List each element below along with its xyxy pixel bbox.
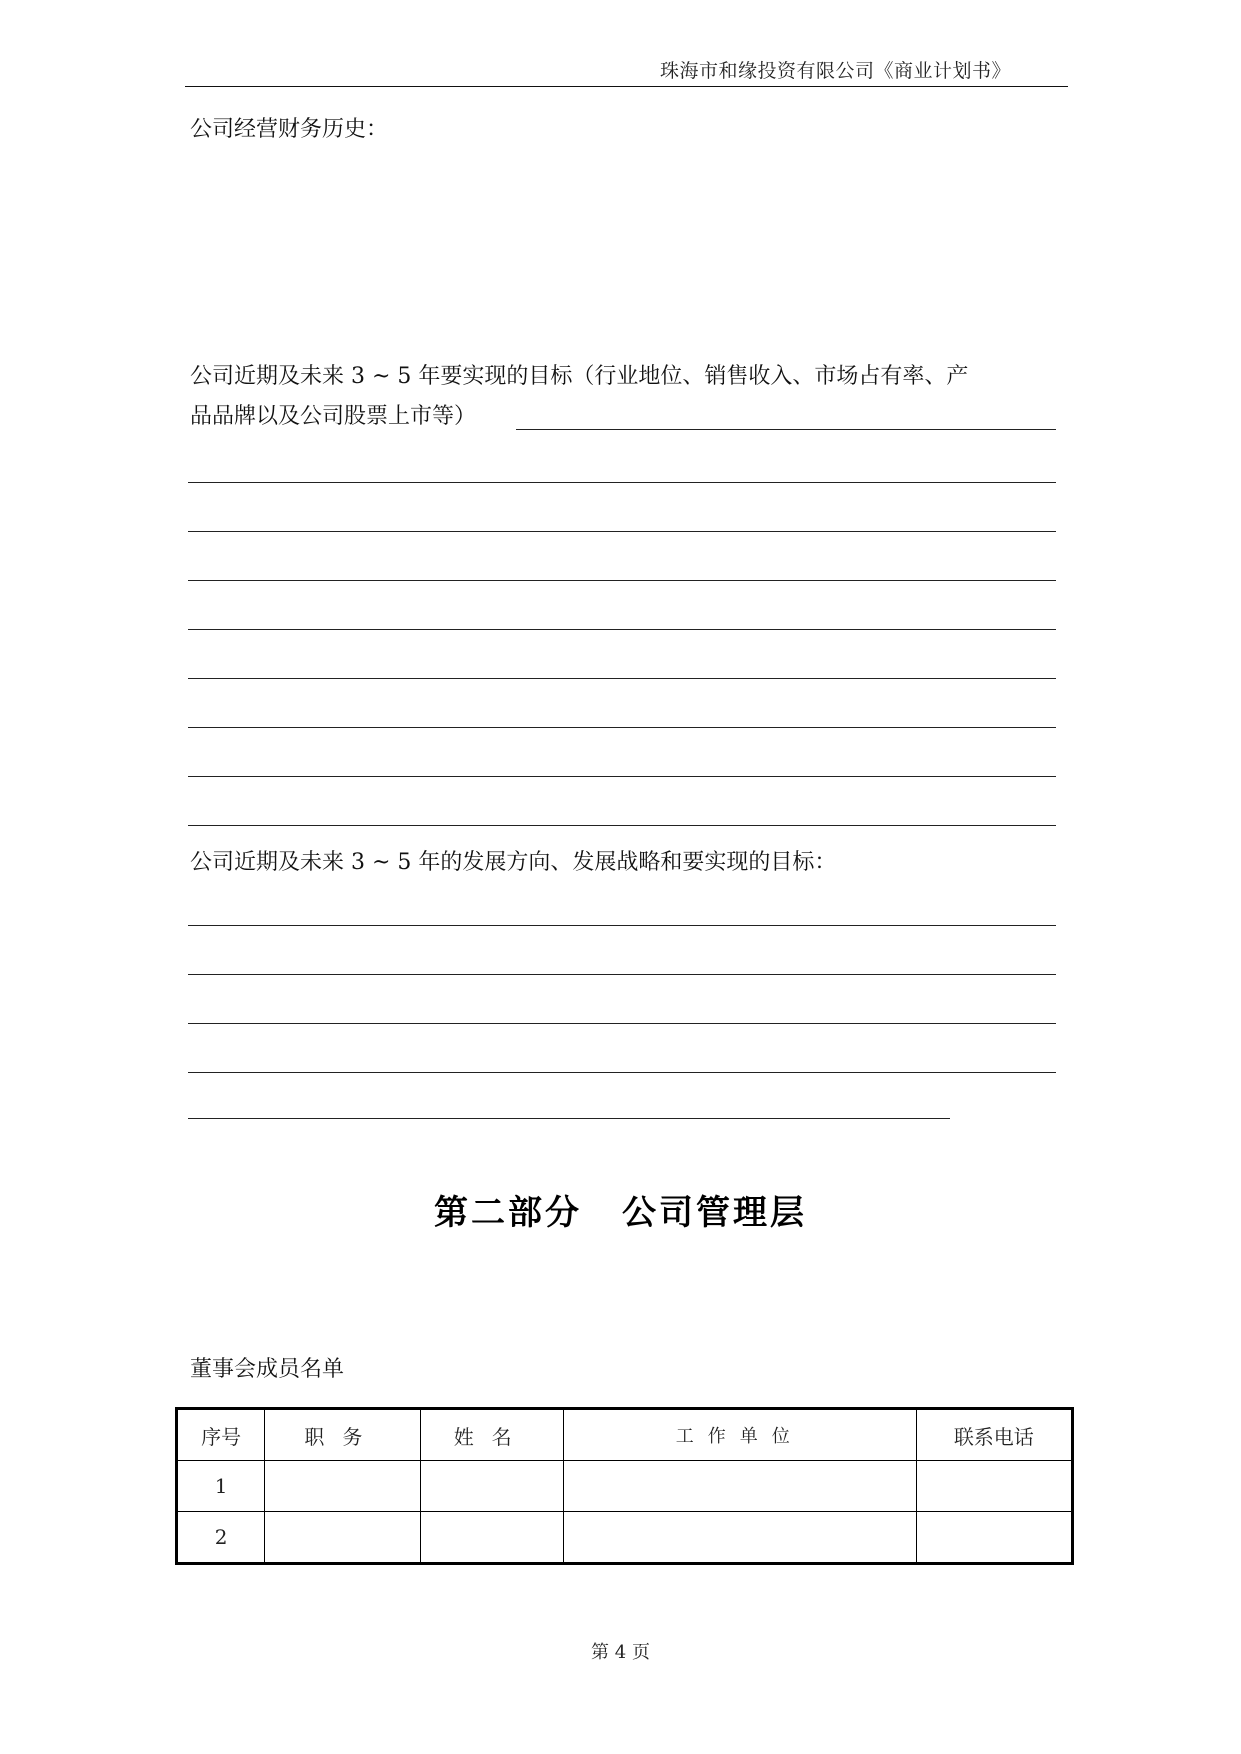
cell-phone[interactable]: [916, 1461, 1072, 1512]
column-header-position: 职务: [265, 1409, 420, 1461]
column-header-number: 序号: [177, 1409, 265, 1461]
cell-phone[interactable]: [916, 1512, 1072, 1564]
column-header-employer: 工作单位: [563, 1409, 916, 1461]
page-header-title: 珠海市和缘投资有限公司《商业计划书》: [660, 60, 1012, 82]
goals-answer-line[interactable]: [188, 776, 1056, 777]
strategy-answer-line[interactable]: [188, 1023, 1056, 1024]
goals-answer-line[interactable]: [188, 825, 1056, 826]
cell-employer[interactable]: [563, 1512, 916, 1564]
section-part-label: 第二部分: [434, 1193, 582, 1233]
strategy-answer-line[interactable]: [188, 1118, 950, 1119]
section-heading: [0, 1185, 1241, 1234]
header-divider: [185, 86, 1068, 87]
goals-answer-line[interactable]: [188, 629, 1056, 630]
board-members-table: [175, 1407, 1074, 1565]
goals-question-line2: 品品牌以及公司股票上市等）: [190, 404, 477, 429]
cell-number: 2: [177, 1512, 265, 1564]
goals-answer-line[interactable]: [188, 678, 1056, 679]
cell-number: 1: [177, 1461, 265, 1512]
table-row: [177, 1461, 1073, 1512]
column-header-name: 姓名: [420, 1409, 563, 1461]
page-number: 第 4 页: [591, 1642, 650, 1663]
table-header-row: [177, 1409, 1073, 1461]
strategy-answer-line[interactable]: [188, 974, 1056, 975]
strategy-question: 公司近期及未来 3 ~ 5 年的发展方向、发展战略和要实现的目标：: [190, 850, 837, 875]
section-title-label: 公司管理层: [622, 1193, 807, 1233]
table-row: [177, 1512, 1073, 1564]
column-header-phone: 联系电话: [916, 1409, 1072, 1461]
cell-position[interactable]: [265, 1461, 420, 1512]
cell-position[interactable]: [265, 1512, 420, 1564]
board-table-caption: 董事会成员名单: [190, 1357, 345, 1382]
goals-answer-line[interactable]: [188, 482, 1056, 483]
cell-name[interactable]: [420, 1512, 563, 1564]
history-label: 公司经营财务历史：: [190, 117, 389, 142]
cell-name[interactable]: [420, 1461, 563, 1512]
strategy-answer-line[interactable]: [188, 925, 1056, 926]
goals-answer-line[interactable]: [188, 727, 1056, 728]
goals-answer-line-inline[interactable]: [516, 429, 1056, 430]
goals-answer-line[interactable]: [188, 531, 1056, 532]
goals-answer-line[interactable]: [188, 580, 1056, 581]
goals-question-line1: 公司近期及未来 3 ~ 5 年要实现的目标（行业地位、销售收入、市场占有率、产: [190, 364, 969, 389]
cell-employer[interactable]: [563, 1461, 916, 1512]
strategy-answer-line[interactable]: [188, 1072, 1056, 1073]
